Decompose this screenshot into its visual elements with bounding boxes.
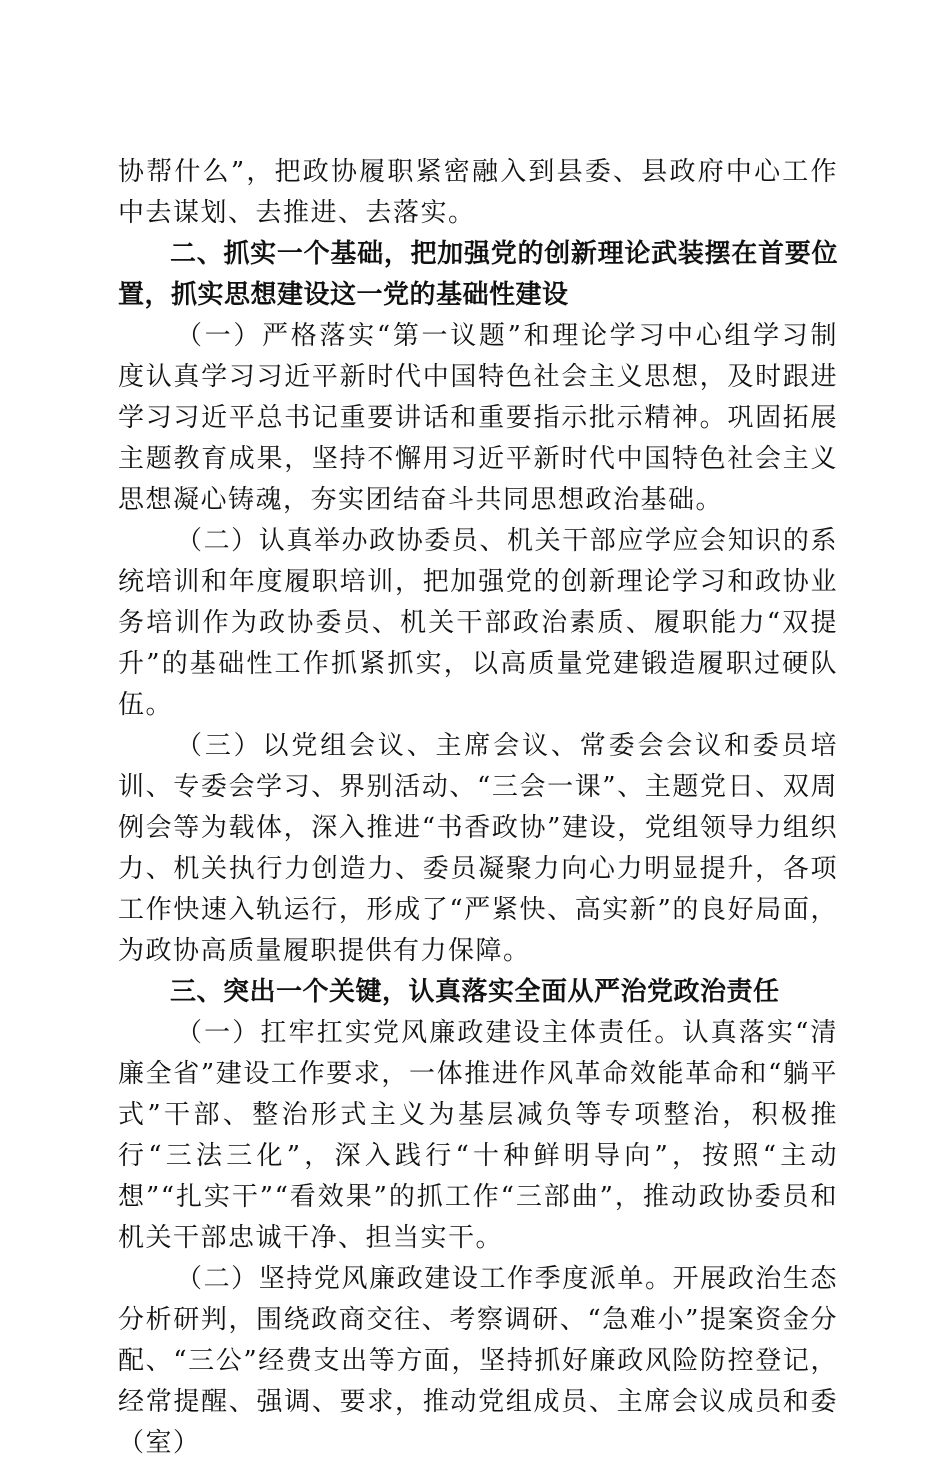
section-heading-2: 二、抓实一个基础，把加强党的创新理论武装摆在首要位置，抓实思想建设这一党的基础性建设 [118, 239, 838, 310]
body-paragraph: （一）严格落实“第一议题”和理论学习中心组学习制度认真学习习近平新时代中国特色社会主义思想，及时跟进学习习近平总书记重要讲话和重要指示批示精神。巩固拓展主题教育成果，坚持不懈用习近平新时代中国特色社会主义思想凝心铸魂，夯实团结奋斗共同思想政治基础。 [118, 321, 838, 515]
body-paragraph: （二）认真举办政协委员、机关干部应学应会知识的系统培训和年度履职培训，把加强党的创新理论学习和政协业务培训作为政协委员、机关干部政治素质、履职能力“双提升”的基础性工作抓紧抓实，以高质量党建锻造履职过硬队伍。 [118, 526, 838, 720]
body-paragraph: （三）以党组会议、主席会议、常委会会议和委员培训、专委会学习、界别活动、“三会一课”、主题党日、双周例会等为载体，深入推进“书香政协”建设，党组领导力组织力、机关执行力创造力、委员凝聚力向心力明显提升，各项工作快速入轨运行，形成了“严紧快、高实新”的良好局面，为政协高质量履职提供有力保障。 [118, 731, 838, 966]
document-body [118, 152, 838, 1464]
section-heading-3: 三、突出一个关键，认真落实全面从严治党政治责任 [170, 977, 780, 1007]
continuation-paragraph: 协帮什么”，把政协履职紧密融入到县委、县政府中心工作中去谋划、去推进、去落实。 [118, 157, 838, 228]
body-paragraph: （二）坚持党风廉政建设工作季度派单。开展政治生态分析研判，围绕政商交往、考察调研、“急难小”提案资金分配、“三公”经费支出等方面，坚持抓好廉政风险防控登记，经常提醒、强调、要求，推动党组成员、主席会议成员和委（室） [118, 1264, 838, 1458]
body-paragraph: （一）扛牢扛实党风廉政建设主体责任。认真落实“清廉全省”建设工作要求，一体推进作风革命效能革命和“躺平式”干部、整治形式主义为基层减负等专项整治，积极推行“三法三化”，深入践行“十种鲜明导向”，按照“主动想”“扎实干”“看效果”的抓工作“三部曲”，推动政协委员和机关干部忠诚干净、担当实干。 [118, 1018, 838, 1253]
